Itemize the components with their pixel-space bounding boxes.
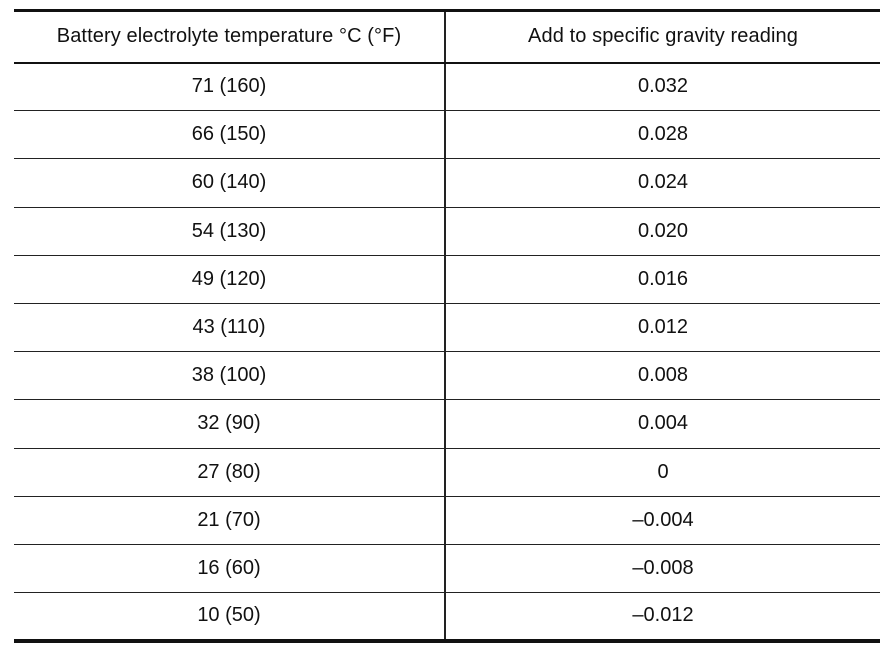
temperature-cell: 16 (60) [14,544,445,592]
correction-cell: 0.020 [445,207,880,255]
correction-cell: 0.024 [445,159,880,207]
correction-cell: 0 [445,448,880,496]
temperature-cell: 54 (130) [14,207,445,255]
correction-cell: 0.032 [445,63,880,111]
header-row [14,11,880,63]
correction-cell: 0.028 [445,111,880,159]
table-row [14,544,880,592]
correction-cell: 0.012 [445,303,880,351]
correction-cell: 0.004 [445,400,880,448]
temperature-cell: 71 (160) [14,63,445,111]
correction-cell: –0.012 [445,593,880,641]
table-row [14,159,880,207]
table-header [14,11,880,63]
table-row [14,303,880,351]
table-row [14,111,880,159]
correction-cell: 0.008 [445,352,880,400]
temperature-cell: 27 (80) [14,448,445,496]
temperature-cell: 43 (110) [14,303,445,351]
temperature-cell: 38 (100) [14,352,445,400]
table-row [14,207,880,255]
table-row [14,63,880,111]
header-correction: Add to specific gravity reading [445,11,880,63]
correction-cell: 0.016 [445,255,880,303]
temperature-correction-table-container [14,9,880,643]
temperature-cell: 10 (50) [14,593,445,641]
table-body [14,63,880,641]
header-temperature: Battery electrolyte temperature °C (°F) [14,11,445,63]
table-row [14,496,880,544]
temperature-cell: 49 (120) [14,255,445,303]
temperature-correction-table [14,9,880,643]
correction-cell: –0.008 [445,544,880,592]
table-row [14,255,880,303]
temperature-cell: 21 (70) [14,496,445,544]
temperature-cell: 60 (140) [14,159,445,207]
temperature-cell: 66 (150) [14,111,445,159]
table-row [14,352,880,400]
table-row [14,593,880,641]
temperature-cell: 32 (90) [14,400,445,448]
table-row [14,400,880,448]
table-row [14,448,880,496]
correction-cell: –0.004 [445,496,880,544]
